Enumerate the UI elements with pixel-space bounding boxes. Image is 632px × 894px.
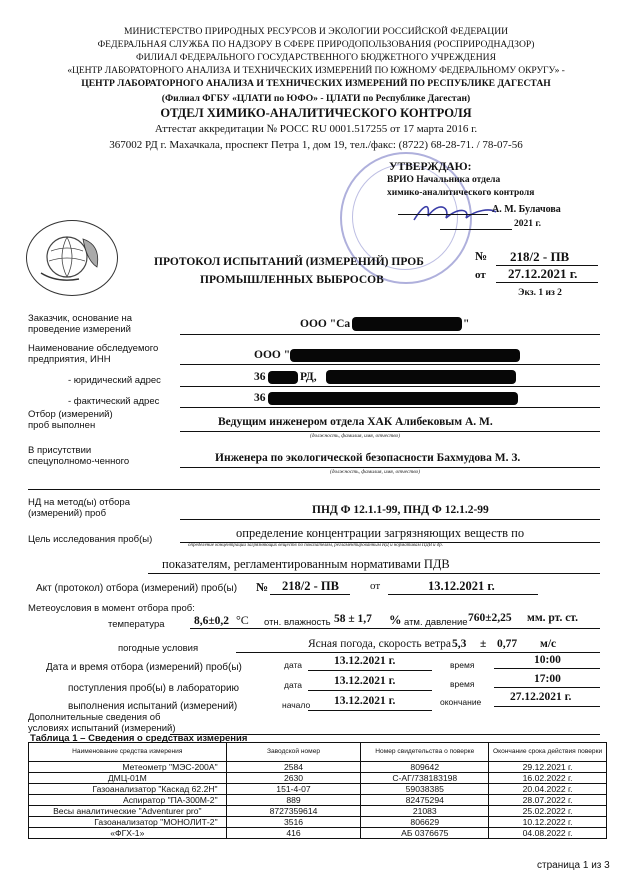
- sampling-date-label: дата: [284, 660, 303, 670]
- header-branch-short: (Филиал ФГБУ «ЦЛАТИ по ЮФО» - ЦЛАТИ по Республике Дагестан): [161, 93, 471, 104]
- certificate-number: 21083: [361, 806, 489, 817]
- sampler-hint: (должность, фамилия, имя, отчество): [310, 433, 401, 439]
- sampling-time-label: время: [450, 660, 475, 670]
- certificate-number: 809642: [361, 762, 489, 773]
- serial-number: 416: [226, 828, 361, 839]
- nd-label-1: НД на метод(ы) отбора: [28, 497, 130, 508]
- act-from: от: [370, 580, 381, 592]
- signature-image: [410, 198, 500, 228]
- table-header-row: [29, 743, 607, 762]
- temperature-unit: °С: [236, 613, 249, 627]
- header-center-ufo: «ЦЕНТР ЛАБОРАТОРНОГО АНАЛИЗА И ТЕХНИЧЕСКИХ ИЗМЕРЕНИЙ ПО ЮЖНОМУ ФЕДЕРАЛЬНОМУ ОКРУГУ» -: [67, 65, 565, 76]
- header-certificate: Номер свидетельства о поверке: [361, 743, 489, 762]
- wind-pm: ±: [480, 638, 487, 650]
- table-row: [29, 784, 607, 795]
- expiry-date: 10.12.2022 г.: [489, 817, 607, 828]
- act-label: Акт (протокол) отбора (измерений) проб(ы): [36, 583, 238, 594]
- header-center-dagestan: ЦЕНТР ЛАБОРАТОРНОГО АНАЛИЗА И ТЕХНИЧЕСКИХ ИЗМЕРЕНИЙ ПО РЕСПУБЛИКЕ ДАГЕСТАН: [81, 78, 551, 89]
- nd-value: ПНД Ф 12.1.1-99, ПНД Ф 12.1.2-99: [312, 504, 489, 516]
- serial-number: 889: [226, 795, 361, 806]
- conditions-label: погодные условия: [118, 643, 199, 654]
- redaction-legal-1: [268, 371, 298, 384]
- humidity-label: отн. влажность: [264, 617, 331, 628]
- tests-label: выполнения испытаний (измерений): [68, 701, 238, 712]
- instrument-name: Весы аналитические "Adventurer pro": [29, 806, 227, 817]
- protocol-number: 218/2 - ПВ: [510, 249, 570, 264]
- table-row: [29, 828, 607, 839]
- customer-label-2: проведение измерений: [28, 324, 131, 335]
- goal-value-2: показателям, регламентированным нормативами ПДВ: [162, 557, 450, 571]
- instrument-name: Метеометр "МЭС-200А": [29, 762, 227, 773]
- legal-address-value-2: РД,: [300, 371, 317, 383]
- goal-label: Цель исследования проб(ы): [28, 534, 153, 545]
- header-serial: Заводской номер: [226, 743, 361, 762]
- expiry-date: 28.07.2022 г.: [489, 795, 607, 806]
- actual-address-label: - фактический адрес: [68, 396, 160, 407]
- header-ministry: МИНИСТЕРСТВО ПРИРОДНЫХ РЕСУРСОВ И ЭКОЛОГИИ РОССИЙСКОЙ ФЕДЕРАЦИИ: [123, 26, 509, 37]
- tests-end: 27.12.2021 г.: [510, 691, 572, 703]
- arrival-time-label: время: [450, 679, 475, 689]
- redaction-legal-2: [326, 370, 516, 384]
- header-instrument: Наименование средства измерения: [29, 743, 227, 762]
- legal-address-value: 36: [254, 371, 266, 383]
- instrument-name: ДМЦ-01М: [29, 773, 227, 784]
- wind-unit: м/с: [540, 638, 557, 650]
- sampler-value: Ведущим инженером отдела ХАК Алибековым А. М.: [218, 416, 493, 428]
- instrument-name: Аспиратор "ПА-300М-2": [29, 795, 227, 806]
- pressure-value: 760±2,25: [468, 612, 512, 624]
- table-row: [29, 817, 607, 828]
- table-row: [29, 762, 607, 773]
- instrument-name: Газоанализатор "Каскад 62.2Н": [29, 784, 227, 795]
- header-accreditation: Аттестат аккредитации № РОСС RU 0001.517255 от 17 марта 2016 г.: [154, 123, 478, 135]
- act-date: 13.12.2021 г.: [428, 579, 495, 593]
- arrival-label: поступления проб(ы) в лабораторию: [68, 683, 240, 694]
- witness-label-1: В присутствии: [28, 445, 92, 456]
- serial-number: 2584: [226, 762, 361, 773]
- temperature-value: 8,6±0,2: [194, 615, 230, 627]
- redaction-actual: [268, 392, 518, 405]
- expiry-date: 29.12.2021 г.: [489, 762, 607, 773]
- pressure-label: атм. давление: [404, 617, 468, 628]
- arrival-time: 17:00: [534, 673, 561, 685]
- tests-end-label: окончание: [440, 697, 482, 707]
- expiry-date: 04.08.2022 г.: [489, 828, 607, 839]
- logo: [26, 220, 118, 296]
- humidity-value: 58 ± 1,7: [334, 613, 372, 625]
- protocol-copy: Экз. 1 из 2: [518, 288, 562, 298]
- wind-error: 0,77: [497, 638, 518, 650]
- sampling-date: 13.12.2021 г.: [334, 655, 396, 667]
- weather-title: Метеоусловия в момент отбора проб:: [28, 603, 195, 614]
- table-row: [29, 806, 607, 817]
- protocol-title-line2: ПРОМЫШЛЕННЫХ ВЫБРОСОВ: [200, 274, 384, 286]
- redaction-object: [290, 349, 520, 362]
- nd-label-2: (измерений) проб: [28, 508, 107, 519]
- legal-address-label: - юридический адрес: [68, 375, 161, 386]
- header-expiry: Окончание срока действия поверки: [489, 743, 607, 762]
- protocol-title-line1: ПРОТОКОЛ ИСПЫТАНИЙ (ИЗМЕРЕНИЙ) ПРОБ: [154, 256, 424, 268]
- witness-hint: (должность, фамилия, имя, отчество): [330, 469, 421, 475]
- object-label-1: Наименование обследуемого: [28, 343, 159, 354]
- object-label-2: предприятия, ИНН: [28, 354, 111, 365]
- extra-label-1: Дополнительные сведения об: [28, 712, 161, 723]
- customer-value: ООО "Са: [300, 318, 351, 330]
- serial-number: 8727359614: [226, 806, 361, 817]
- table-row: [29, 795, 607, 806]
- table-caption: Таблица 1 – Сведения о средствах измерения: [30, 733, 248, 744]
- goal-value-1: определение концентрации загрязняющих веществ по: [236, 526, 525, 540]
- approval-title: УТВЕРЖДАЮ:: [389, 161, 472, 173]
- sampler-label-2: проб выполнен: [28, 420, 96, 431]
- expiry-date: 25.02.2022 г.: [489, 806, 607, 817]
- serial-number: 2630: [226, 773, 361, 784]
- certificate-number: 82475294: [361, 795, 489, 806]
- table-row: [29, 773, 607, 784]
- sampling-time: 10:00: [534, 654, 561, 666]
- extra-label-2: условиях испытаний (измерений): [28, 723, 176, 734]
- page-number: страница 1 из 3: [537, 860, 610, 871]
- goal-hint: определение концентрации загрязняющих веществ по показателям, регламентированным НД и нормативам ПДВ и др.: [188, 543, 444, 548]
- conditions-value: Ясная погода, скорость ветра: [308, 638, 452, 650]
- header-service: ФЕДЕРАЛЬНАЯ СЛУЖБА ПО НАДЗОРУ В СФЕРЕ ПРИРОДОПОЛЬЗОВАНИЯ (РОСПРИРОДНАДЗОР): [97, 39, 535, 50]
- humidity-unit: %: [389, 613, 402, 627]
- protocol-date: 27.12.2021 г.: [508, 266, 578, 281]
- approval-signer: А. М. Булачова: [492, 204, 561, 215]
- witness-value: Инженера по экологической безопасности Бахмудова М. З.: [215, 452, 521, 464]
- expiry-date: 20.04.2022 г.: [489, 784, 607, 795]
- actual-address-value: 36: [254, 392, 266, 404]
- tests-start: 13.12.2021 г.: [334, 695, 396, 707]
- instrument-name: «ФГХ-1»: [29, 828, 227, 839]
- wind-value: 5,3: [452, 638, 467, 650]
- certificate-number: АБ 0376675: [361, 828, 489, 839]
- approval-department: химико-аналитического контроля: [387, 188, 535, 198]
- protocol-date-label: от: [475, 269, 486, 281]
- redaction-customer: [352, 317, 462, 331]
- sampling-label: Дата и время отбора (измерений) проб(ы): [46, 662, 242, 673]
- object-value: ООО ": [254, 349, 291, 361]
- certificate-number: С-АГ/738183198: [361, 773, 489, 784]
- approval-year: 2021 г.: [514, 219, 541, 229]
- approval-position: ВРИО Начальника отдела: [387, 175, 501, 185]
- witness-label-2: спецуполномо-ченного: [28, 456, 130, 467]
- customer-label-1: Заказчик, основание на: [28, 313, 133, 324]
- arrival-date: 13.12.2021 г.: [334, 675, 396, 687]
- instruments-table: [28, 742, 607, 839]
- serial-number: 151-4-07: [226, 784, 361, 795]
- header-department: ОТДЕЛ ХИМИКО-АНАЛИТИЧЕСКОГО КОНТРОЛЯ: [160, 106, 472, 120]
- act-number: 218/2 - ПВ: [282, 579, 339, 593]
- expiry-date: 16.02.2022 г.: [489, 773, 607, 784]
- certificate-number: 59038385: [361, 784, 489, 795]
- header-address: 367002 РД г. Махачкала, проспект Петра 1, дом 19, тел./факс: (8722) 68-28-71. / 78-07-56: [109, 139, 523, 151]
- instrument-name: Газоанализатор "МОНОЛИТ-2": [29, 817, 227, 828]
- pressure-unit: мм. рт. ст.: [527, 612, 578, 624]
- certificate-number: 806629: [361, 817, 489, 828]
- customer-value-end: ": [463, 318, 470, 330]
- sampler-label-1: Отбор (измерений): [28, 409, 113, 420]
- act-number-label: №: [256, 580, 269, 594]
- protocol-number-label: №: [475, 249, 488, 263]
- temperature-label: температура: [108, 619, 165, 630]
- serial-number: 3516: [226, 817, 361, 828]
- header-branch: ФИЛИАЛ ФЕДЕРАЛЬНОГО ГОСУДАРСТВЕННОГО БЮДЖЕТНОГО УЧРЕЖДЕНИЯ: [136, 52, 496, 63]
- tests-start-label: начало: [282, 700, 311, 710]
- arrival-date-label: дата: [284, 680, 303, 690]
